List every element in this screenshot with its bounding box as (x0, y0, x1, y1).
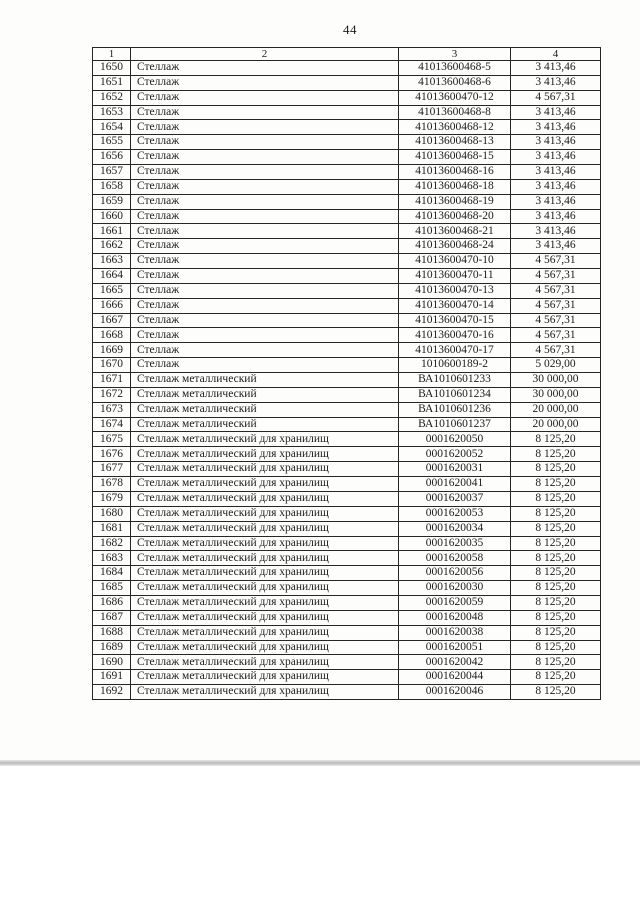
cell-num: 1683 (93, 551, 131, 566)
cell-num: 1689 (93, 640, 131, 655)
header-col-3: 3 (399, 48, 511, 61)
cell-code: 0001620048 (399, 610, 511, 625)
cell-code: 41013600468-19 (399, 194, 511, 209)
cell-num: 1691 (93, 670, 131, 685)
cell-amount: 5 029,00 (511, 358, 601, 373)
table-row (93, 685, 601, 700)
table-row (93, 491, 601, 506)
table-row (93, 506, 601, 521)
cell-num: 1685 (93, 581, 131, 596)
cell-num: 1675 (93, 432, 131, 447)
cell-code: 0001620051 (399, 640, 511, 655)
cell-name: Стеллаж металлический для хранилищ (131, 491, 399, 506)
cell-amount: 20 000,00 (511, 402, 601, 417)
cell-code: 41013600470-11 (399, 269, 511, 284)
cell-amount: 3 413,46 (511, 120, 601, 135)
cell-code: ВА1010601233 (399, 373, 511, 388)
cell-code: 41013600468-6 (399, 75, 511, 90)
cell-num: 1652 (93, 90, 131, 105)
cell-code: 41013600470-13 (399, 283, 511, 298)
cell-code: ВА1010601237 (399, 417, 511, 432)
cell-amount: 3 413,46 (511, 150, 601, 165)
cell-num: 1656 (93, 150, 131, 165)
table-row (93, 640, 601, 655)
table-row (93, 521, 601, 536)
cell-name: Стеллаж металлический для хранилищ (131, 581, 399, 596)
cell-name: Стеллаж металлический для хранилищ (131, 551, 399, 566)
cell-name: Стеллаж (131, 298, 399, 313)
cell-num: 1670 (93, 358, 131, 373)
cell-code: 41013600468-8 (399, 105, 511, 120)
cell-name: Стеллаж (131, 150, 399, 165)
table-row (93, 239, 601, 254)
cell-num: 1673 (93, 402, 131, 417)
cell-code: 41013600470-10 (399, 254, 511, 269)
cell-num: 1678 (93, 477, 131, 492)
cell-name: Стеллаж (131, 269, 399, 284)
table-row (93, 655, 601, 670)
cell-amount: 8 125,20 (511, 610, 601, 625)
cell-amount: 8 125,20 (511, 595, 601, 610)
cell-code: 0001620058 (399, 551, 511, 566)
header-row (93, 48, 601, 61)
cell-num: 1680 (93, 506, 131, 521)
table-row (93, 105, 601, 120)
cell-amount: 8 125,20 (511, 432, 601, 447)
cell-amount: 3 413,46 (511, 209, 601, 224)
table-row (93, 402, 601, 417)
cell-code: 41013600468-16 (399, 165, 511, 180)
cell-amount: 8 125,20 (511, 566, 601, 581)
cell-code: 41013600468-20 (399, 209, 511, 224)
cell-code: 0001620053 (399, 506, 511, 521)
table-body (93, 61, 601, 700)
table-row (93, 581, 601, 596)
table-row (93, 328, 601, 343)
cell-num: 1659 (93, 194, 131, 209)
cell-name: Стеллаж (131, 165, 399, 180)
cell-code: 0001620034 (399, 521, 511, 536)
table-row (93, 417, 601, 432)
cell-amount: 8 125,20 (511, 640, 601, 655)
cell-num: 1672 (93, 387, 131, 402)
cell-amount: 3 413,46 (511, 165, 601, 180)
table-row (93, 135, 601, 150)
table-row (93, 179, 601, 194)
cell-name: Стеллаж металлический (131, 417, 399, 432)
cell-amount: 3 413,46 (511, 61, 601, 76)
cell-name: Стеллаж (131, 61, 399, 76)
cell-name: Стеллаж (131, 283, 399, 298)
cell-amount: 3 413,46 (511, 224, 601, 239)
cell-name: Стеллаж (131, 135, 399, 150)
cell-num: 1677 (93, 462, 131, 477)
table-row (93, 254, 601, 269)
cell-num: 1687 (93, 610, 131, 625)
cell-code: 0001620044 (399, 670, 511, 685)
cell-amount: 8 125,20 (511, 491, 601, 506)
cell-name: Стеллаж (131, 179, 399, 194)
cell-name: Стеллаж (131, 239, 399, 254)
cell-num: 1681 (93, 521, 131, 536)
cell-num: 1682 (93, 536, 131, 551)
cell-code: 41013600470-15 (399, 313, 511, 328)
cell-code: 41013600468-24 (399, 239, 511, 254)
page-number: 44 (343, 22, 357, 37)
cell-num: 1663 (93, 254, 131, 269)
table-row (93, 462, 601, 477)
cell-name: Стеллаж (131, 105, 399, 120)
cell-name: Стеллаж (131, 75, 399, 90)
table-row (93, 625, 601, 640)
cell-num: 1657 (93, 165, 131, 180)
cell-amount: 3 413,46 (511, 194, 601, 209)
cell-amount: 4 567,31 (511, 254, 601, 269)
cell-code: 41013600468-13 (399, 135, 511, 150)
table-header (93, 48, 601, 61)
cell-code: 41013600470-14 (399, 298, 511, 313)
table-row (93, 670, 601, 685)
cell-num: 1653 (93, 105, 131, 120)
cell-amount: 4 567,31 (511, 90, 601, 105)
cell-code: 41013600470-12 (399, 90, 511, 105)
cell-name: Стеллаж металлический для хранилищ (131, 521, 399, 536)
cell-code: 0001620038 (399, 625, 511, 640)
cell-num: 1686 (93, 595, 131, 610)
inventory-table (92, 47, 601, 700)
cell-code: 0001620035 (399, 536, 511, 551)
cell-name: Стеллаж металлический для хранилищ (131, 625, 399, 640)
header-col-2: 2 (131, 48, 399, 61)
cell-num: 1660 (93, 209, 131, 224)
cell-name: Стеллаж (131, 209, 399, 224)
header-col-1: 1 (93, 48, 131, 61)
cell-code: 0001620059 (399, 595, 511, 610)
cell-num: 1674 (93, 417, 131, 432)
cell-code: 41013600468-12 (399, 120, 511, 135)
cell-code: 0001620046 (399, 685, 511, 700)
cell-code: 0001620052 (399, 447, 511, 462)
cell-name: Стеллаж (131, 90, 399, 105)
table-row (93, 150, 601, 165)
table-row (93, 387, 601, 402)
cell-amount: 8 125,20 (511, 477, 601, 492)
cell-num: 1664 (93, 269, 131, 284)
cell-amount: 8 125,20 (511, 521, 601, 536)
cell-amount: 8 125,20 (511, 581, 601, 596)
table-row (93, 358, 601, 373)
cell-num: 1661 (93, 224, 131, 239)
cell-name: Стеллаж (131, 358, 399, 373)
table-row (93, 61, 601, 76)
cell-num: 1692 (93, 685, 131, 700)
table-row (93, 165, 601, 180)
cell-amount: 3 413,46 (511, 135, 601, 150)
cell-name: Стеллаж (131, 254, 399, 269)
cell-name: Стеллаж металлический (131, 373, 399, 388)
table-row (93, 298, 601, 313)
cell-num: 1684 (93, 566, 131, 581)
table-row (93, 209, 601, 224)
cell-num: 1679 (93, 491, 131, 506)
table-row (93, 447, 601, 462)
cell-amount: 4 567,31 (511, 269, 601, 284)
cell-code: 41013600468-5 (399, 61, 511, 76)
cell-amount: 3 413,46 (511, 75, 601, 90)
table-row (93, 90, 601, 105)
cell-amount: 8 125,20 (511, 670, 601, 685)
cell-code: 41013600470-16 (399, 328, 511, 343)
cell-num: 1671 (93, 373, 131, 388)
cell-num: 1651 (93, 75, 131, 90)
table-row (93, 313, 601, 328)
cell-name: Стеллаж (131, 313, 399, 328)
cell-name: Стеллаж металлический (131, 387, 399, 402)
cell-code: 41013600468-15 (399, 150, 511, 165)
cell-amount: 30 000,00 (511, 387, 601, 402)
table-row (93, 595, 601, 610)
cell-name: Стеллаж металлический для хранилищ (131, 685, 399, 700)
cell-num: 1667 (93, 313, 131, 328)
cell-num: 1668 (93, 328, 131, 343)
cell-name: Стеллаж металлический для хранилищ (131, 610, 399, 625)
table-row (93, 283, 601, 298)
cell-name: Стеллаж металлический для хранилищ (131, 595, 399, 610)
table-row (93, 566, 601, 581)
cell-name: Стеллаж металлический для хранилищ (131, 566, 399, 581)
cell-code: 41013600468-21 (399, 224, 511, 239)
cell-code: 1010600189-2 (399, 358, 511, 373)
cell-amount: 3 413,46 (511, 179, 601, 194)
scan-edge (0, 760, 640, 766)
cell-amount: 8 125,20 (511, 685, 601, 700)
cell-code: 0001620041 (399, 477, 511, 492)
cell-num: 1654 (93, 120, 131, 135)
cell-code: 0001620037 (399, 491, 511, 506)
cell-code: 0001620042 (399, 655, 511, 670)
cell-amount: 20 000,00 (511, 417, 601, 432)
cell-amount: 8 125,20 (511, 536, 601, 551)
table-row (93, 373, 601, 388)
table-row (93, 269, 601, 284)
cell-num: 1665 (93, 283, 131, 298)
cell-name: Стеллаж металлический для хранилищ (131, 670, 399, 685)
cell-num: 1655 (93, 135, 131, 150)
cell-amount: 8 125,20 (511, 551, 601, 566)
cell-amount: 8 125,20 (511, 506, 601, 521)
cell-amount: 8 125,20 (511, 655, 601, 670)
cell-name: Стеллаж металлический для хранилищ (131, 536, 399, 551)
cell-num: 1676 (93, 447, 131, 462)
cell-code: 0001620031 (399, 462, 511, 477)
table-row (93, 536, 601, 551)
cell-amount: 8 125,20 (511, 625, 601, 640)
cell-name: Стеллаж (131, 343, 399, 358)
cell-name: Стеллаж металлический (131, 402, 399, 417)
table-row (93, 610, 601, 625)
cell-num: 1688 (93, 625, 131, 640)
cell-amount: 4 567,31 (511, 343, 601, 358)
cell-amount: 30 000,00 (511, 373, 601, 388)
table-row (93, 432, 601, 447)
cell-amount: 4 567,31 (511, 283, 601, 298)
cell-amount: 3 413,46 (511, 239, 601, 254)
cell-num: 1658 (93, 179, 131, 194)
table-row (93, 75, 601, 90)
cell-num: 1669 (93, 343, 131, 358)
cell-code: 0001620050 (399, 432, 511, 447)
cell-name: Стеллаж металлический для хранилищ (131, 477, 399, 492)
cell-name: Стеллаж металлический для хранилищ (131, 506, 399, 521)
cell-code: ВА1010601234 (399, 387, 511, 402)
cell-amount: 4 567,31 (511, 313, 601, 328)
table-row (93, 120, 601, 135)
header-col-4: 4 (511, 48, 601, 61)
cell-num: 1690 (93, 655, 131, 670)
cell-num: 1666 (93, 298, 131, 313)
cell-name: Стеллаж металлический для хранилищ (131, 640, 399, 655)
table-row (93, 194, 601, 209)
cell-name: Стеллаж (131, 224, 399, 239)
cell-num: 1650 (93, 61, 131, 76)
cell-name: Стеллаж (131, 328, 399, 343)
table-row (93, 551, 601, 566)
cell-amount: 8 125,20 (511, 447, 601, 462)
cell-name: Стеллаж металлический для хранилищ (131, 655, 399, 670)
cell-name: Стеллаж металлический для хранилищ (131, 432, 399, 447)
table-row (93, 477, 601, 492)
cell-name: Стеллаж (131, 120, 399, 135)
cell-amount: 4 567,31 (511, 328, 601, 343)
cell-code: 41013600468-18 (399, 179, 511, 194)
cell-code: 0001620030 (399, 581, 511, 596)
cell-code: 0001620056 (399, 566, 511, 581)
cell-name: Стеллаж металлический для хранилищ (131, 447, 399, 462)
cell-code: ВА1010601236 (399, 402, 511, 417)
cell-name: Стеллаж металлический для хранилищ (131, 462, 399, 477)
cell-num: 1662 (93, 239, 131, 254)
table-row (93, 343, 601, 358)
cell-code: 41013600470-17 (399, 343, 511, 358)
cell-amount: 8 125,20 (511, 462, 601, 477)
cell-amount: 3 413,46 (511, 105, 601, 120)
cell-name: Стеллаж (131, 194, 399, 209)
table-row (93, 224, 601, 239)
cell-amount: 4 567,31 (511, 298, 601, 313)
